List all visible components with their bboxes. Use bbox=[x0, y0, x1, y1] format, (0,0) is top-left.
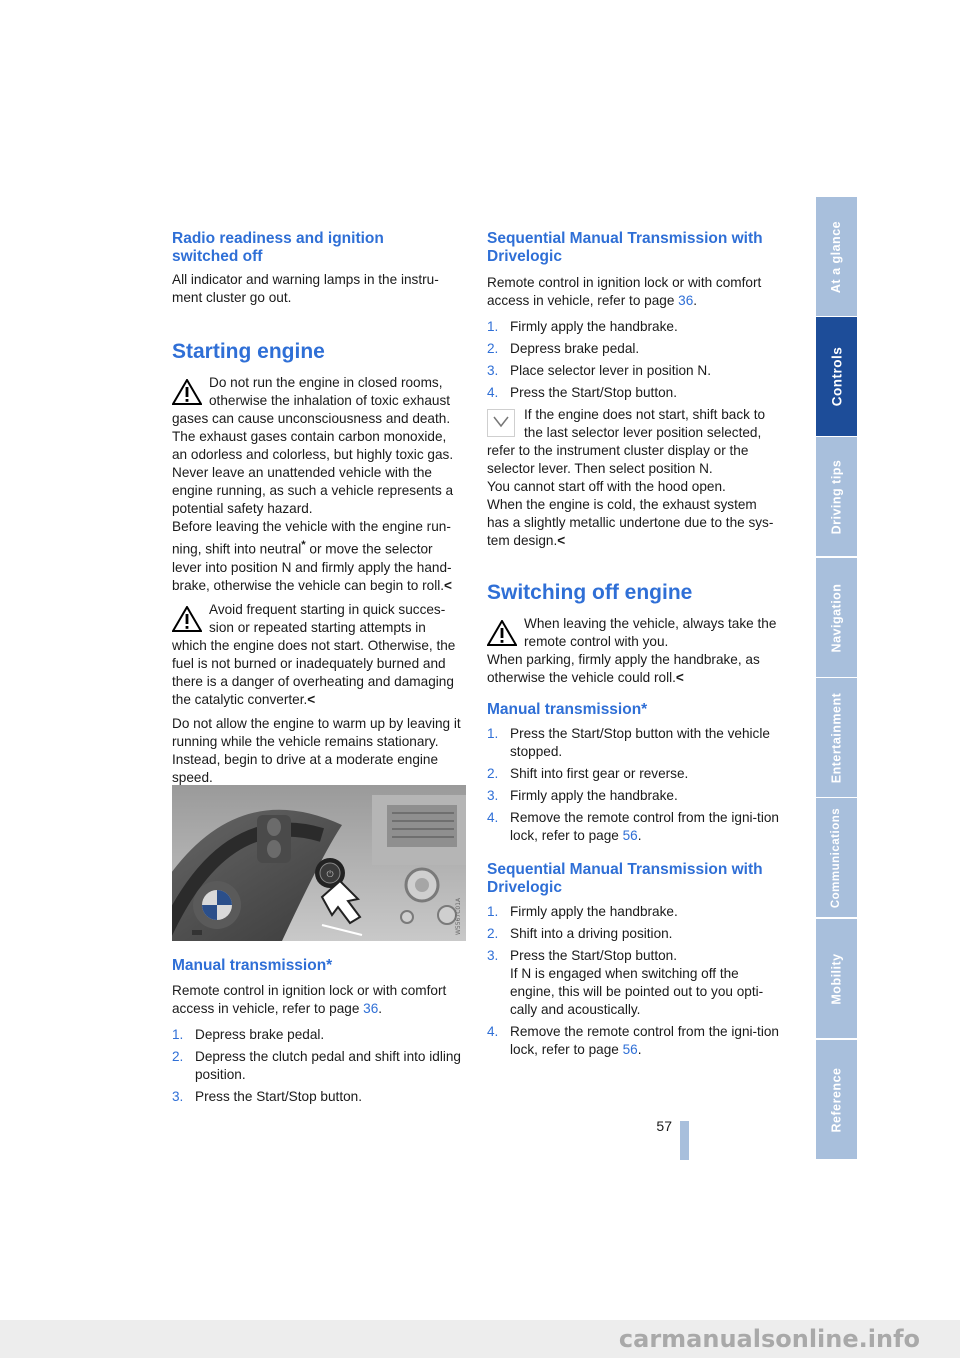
warning-starting-intro: Avoid frequent starting in quick succes-sion or repeated starting attempts in bbox=[209, 601, 446, 635]
list-item bbox=[172, 1048, 464, 1084]
end-mark: < bbox=[444, 577, 452, 593]
list-item bbox=[487, 362, 779, 380]
warning-starting-text-body: which the engine does not start. Otherwise, the fuel is not burned or inadequately burned and there is a danger of overheating and damaging the catalytic converter. bbox=[172, 637, 456, 707]
list-item bbox=[172, 1088, 464, 1106]
step-number: 4. bbox=[487, 810, 499, 825]
watermark-text: carmanualsonline.info bbox=[618, 1325, 920, 1353]
warning-triangle-icon bbox=[172, 379, 202, 410]
tab-entertainment[interactable] bbox=[816, 678, 857, 797]
page-marker-bar bbox=[680, 1121, 689, 1160]
tab-reference[interactable] bbox=[816, 1040, 857, 1159]
note-text-3-body: When the engine is cold, the exhaust system has a slightly metallic undertone due to the sys-tem design. bbox=[487, 497, 774, 548]
step-text-pre: Remove the remote control from the igni-tion lock, refer to page bbox=[510, 810, 779, 843]
manual-transmission-text-post: . bbox=[378, 1001, 383, 1016]
step-text: Place selector lever in position N. bbox=[510, 363, 711, 378]
warmup-text: Do not allow the engine to warm up by leaving it running while the vehicle remains stationary. Instead, begin to drive at a moderate engine speed. bbox=[172, 715, 461, 785]
manual-transmission-2-heading: Manual transmission* bbox=[487, 701, 648, 718]
list-item bbox=[487, 765, 779, 783]
step-text-extra: If N is engaged when switching off the engine, this will be pointed out to you opti-cally and acoustically. bbox=[510, 966, 764, 1017]
note-intro: If the engine does not start, shift back to the last selector lever position selected, bbox=[524, 407, 766, 440]
tab-mobility[interactable] bbox=[816, 919, 857, 1038]
step-text: Press the Start/Stop button. bbox=[195, 1089, 362, 1104]
list-item bbox=[487, 809, 779, 845]
tab-label: Communications bbox=[830, 807, 843, 908]
page-ref-link[interactable]: 56 bbox=[622, 1042, 638, 1057]
manual-transmission-text bbox=[172, 982, 464, 1018]
list-item bbox=[487, 925, 779, 943]
radio-readiness-text: All indicator and warning lamps in the instru-ment cluster go out. bbox=[172, 272, 439, 305]
tab-label: At a glance bbox=[829, 220, 844, 293]
list-item bbox=[487, 340, 779, 358]
tab-controls[interactable] bbox=[816, 317, 857, 436]
list-item bbox=[487, 903, 779, 921]
step-text-post: . bbox=[637, 828, 642, 843]
step-text: Shift into first gear or reverse. bbox=[510, 766, 689, 781]
step-text: Depress brake pedal. bbox=[510, 341, 640, 356]
tab-driving-tips[interactable] bbox=[816, 437, 857, 556]
step-text: Depress brake pedal. bbox=[195, 1027, 325, 1042]
switching-off-heading: Switching off engine bbox=[487, 581, 693, 604]
smt-2-steps bbox=[487, 903, 779, 1059]
tab-label: Reference bbox=[829, 1067, 844, 1132]
warning-leaving-intro: When leaving the vehicle, always take the remote control with you. bbox=[524, 616, 777, 649]
end-mark: < bbox=[557, 533, 566, 548]
step-number: 3. bbox=[172, 1089, 184, 1104]
svg-text:⏻: ⏻ bbox=[326, 870, 334, 880]
manual-transmission-text-pre: Remote control in ignition lock or with comfort access in vehicle, refer to page bbox=[172, 983, 447, 1016]
tab-label: Mobility bbox=[829, 952, 844, 1005]
step-number: 3. bbox=[487, 788, 499, 803]
tab-label: Entertainment bbox=[829, 692, 844, 783]
photo-code: W5567C01A bbox=[455, 897, 462, 935]
step-number: 1. bbox=[487, 904, 499, 919]
tab-at-a-glance[interactable] bbox=[816, 197, 857, 316]
step-number: 2. bbox=[172, 1049, 184, 1064]
optional-equipment-star: * bbox=[301, 539, 306, 551]
tab-label: Controls bbox=[829, 346, 844, 407]
note-arrow-icon bbox=[487, 409, 515, 442]
page-ref-link[interactable]: 56 bbox=[622, 828, 638, 843]
starting-engine-heading: Starting engine bbox=[172, 340, 325, 363]
end-mark: < bbox=[307, 691, 316, 707]
list-item bbox=[487, 725, 779, 761]
warning-exhaust-intro: Do not run the engine in closed rooms, otherwise the inhalation of toxic exhaust bbox=[209, 375, 451, 408]
step-text: Depress the clutch pedal and shift into idling position. bbox=[195, 1049, 461, 1082]
smt-text-pre: Remote control in ignition lock or with comfort access in vehicle, refer to page bbox=[487, 275, 762, 308]
note-text-1: refer to the instrument cluster display or the selector lever. Then select position N. bbox=[487, 443, 749, 476]
smt-text bbox=[487, 274, 779, 310]
step-number: 1. bbox=[172, 1027, 184, 1042]
step-text: Firmly apply the handbrake. bbox=[510, 319, 678, 334]
manual-transmission-steps bbox=[172, 1026, 464, 1106]
warning-leaving-text bbox=[487, 651, 779, 687]
step-text-post: . bbox=[637, 1042, 642, 1057]
smt-steps bbox=[487, 318, 779, 402]
list-item bbox=[487, 947, 779, 1019]
step-number: 3. bbox=[487, 948, 499, 963]
step-number: 3. bbox=[487, 363, 499, 378]
chapter-tabs bbox=[816, 197, 857, 1160]
manual-transmission-2-steps bbox=[487, 725, 779, 845]
left-column-lower bbox=[172, 957, 464, 1110]
step-number: 4. bbox=[487, 385, 499, 400]
right-column bbox=[487, 230, 779, 1063]
step-text: Press the Start/Stop button. bbox=[510, 385, 677, 400]
warning-neutral-text-b: or move the selector lever into position N and firmly apply the hand-brake, otherwise the vehicle can begin to roll. bbox=[172, 541, 452, 593]
warning-leaving-text-body: When parking, firmly apply the handbrake, as otherwise the vehicle could roll. bbox=[487, 652, 760, 685]
page-ref-link[interactable]: 36 bbox=[363, 1001, 379, 1016]
step-number: 1. bbox=[487, 319, 499, 334]
tab-navigation[interactable] bbox=[816, 558, 857, 677]
step-text-pre: Remove the remote control from the igni-tion lock, refer to page bbox=[510, 1024, 779, 1057]
warning-note-leaving bbox=[487, 615, 779, 687]
note-text-3 bbox=[487, 496, 779, 550]
warning-note-starting bbox=[172, 601, 464, 709]
list-item bbox=[487, 1023, 779, 1059]
smt-text-post: . bbox=[693, 293, 698, 308]
warning-starting-text bbox=[172, 637, 464, 709]
smt-2-heading: Sequential Manual Transmission with Drivelogic bbox=[487, 861, 763, 896]
step-number: 2. bbox=[487, 341, 499, 356]
smt-heading: Sequential Manual Transmission with Drivelogic bbox=[487, 230, 763, 265]
list-item bbox=[172, 1026, 464, 1044]
warning-neutral-text-a: Before leaving the vehicle with the engine run-ning, shift into neutral bbox=[172, 519, 451, 557]
list-item bbox=[487, 787, 779, 805]
left-column bbox=[172, 230, 464, 793]
page-number: 57 bbox=[656, 1118, 672, 1134]
step-number: 1. bbox=[487, 726, 499, 741]
step-text: Press the Start/Stop button with the vehicle stopped. bbox=[510, 726, 770, 759]
watermark-banner bbox=[0, 1320, 960, 1358]
warning-exhaust-text: gases can cause unconsciousness and death. The exhaust gases contain carbon monoxide, an odorless and colorless, but highly toxic gas. Never leave an unattended vehicle with the engine running, as such a vehicle represents a potential safety hazard. bbox=[172, 411, 454, 516]
note-text-2: You cannot start off with the hood open. bbox=[487, 479, 726, 494]
step-text: Shift into a driving position. bbox=[510, 926, 673, 941]
end-mark: < bbox=[675, 670, 684, 685]
step-number: 2. bbox=[487, 926, 499, 941]
radio-readiness-heading: Radio readiness and ignition switched off bbox=[172, 230, 384, 265]
step-text: Press the Start/Stop button. bbox=[510, 948, 677, 963]
step-text: Firmly apply the handbrake. bbox=[510, 788, 678, 803]
page-ref-link[interactable]: 36 bbox=[678, 293, 694, 308]
manual-transmission-heading: Manual transmission* bbox=[172, 957, 333, 974]
steering-wheel-start-button-photo bbox=[172, 785, 466, 941]
tab-label: Driving tips bbox=[829, 459, 844, 534]
warning-neutral-text bbox=[172, 518, 464, 595]
list-item bbox=[487, 384, 779, 402]
tab-label: Navigation bbox=[829, 583, 844, 652]
step-text: Firmly apply the handbrake. bbox=[510, 904, 678, 919]
list-item bbox=[487, 318, 779, 336]
step-number: 4. bbox=[487, 1024, 499, 1039]
tab-communications[interactable] bbox=[816, 798, 857, 917]
warning-triangle-icon bbox=[487, 620, 517, 651]
note-engine-not-start bbox=[487, 406, 779, 550]
step-number: 2. bbox=[487, 766, 499, 781]
warning-triangle-icon bbox=[172, 606, 202, 637]
warning-note-exhaust bbox=[172, 374, 464, 595]
